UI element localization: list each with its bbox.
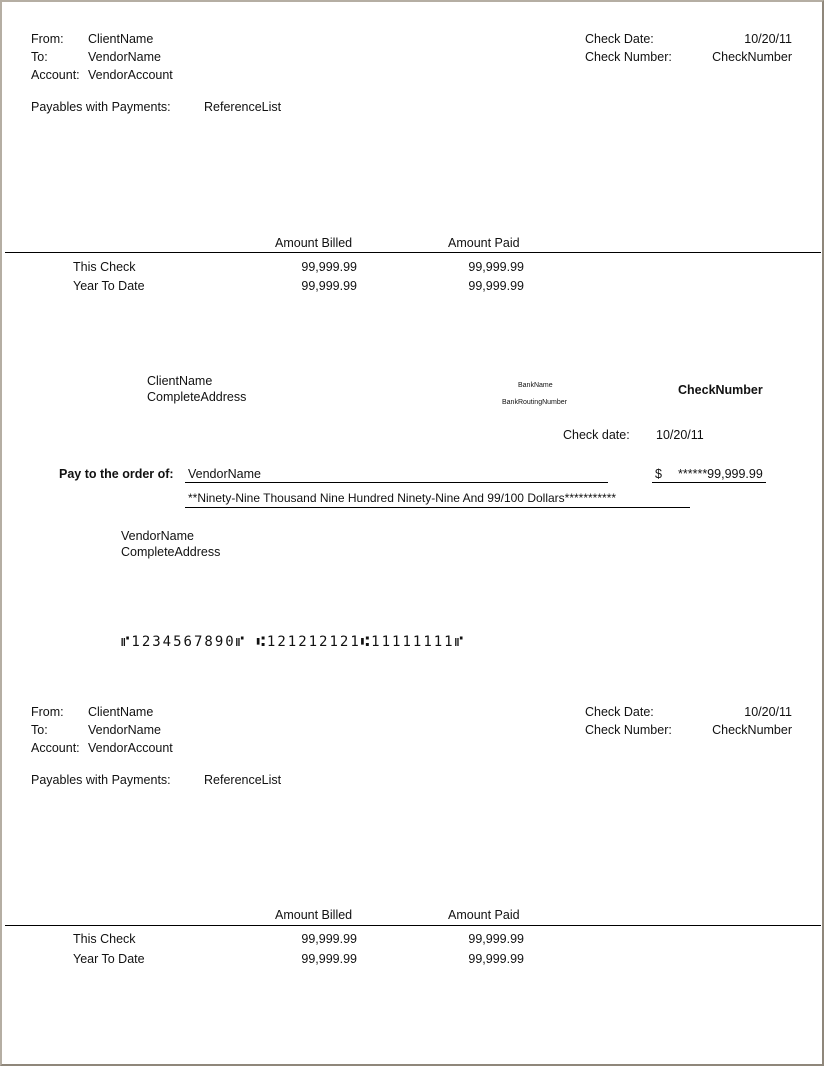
check-number-value: CheckNumber xyxy=(712,50,792,64)
to-value: VendorName xyxy=(88,723,161,737)
row-billed: 99,999.99 xyxy=(301,932,357,946)
vendor-name: VendorName xyxy=(121,529,194,543)
check-date-label: Check Date: xyxy=(585,32,654,46)
amount-underline xyxy=(652,482,766,483)
row-paid: 99,999.99 xyxy=(468,952,524,966)
account-value: VendorAccount xyxy=(88,68,173,82)
from-label: From: xyxy=(31,32,64,46)
vendor-address: CompleteAddress xyxy=(121,545,221,559)
payables-label: Payables with Payments: xyxy=(31,100,171,114)
col-header-paid: Amount Paid xyxy=(448,908,520,922)
client-name: ClientName xyxy=(147,374,213,388)
row-billed: 99,999.99 xyxy=(301,952,357,966)
payables-value: ReferenceList xyxy=(204,100,282,114)
check-number-label: Check Number: xyxy=(585,50,672,64)
bank-routing: BankRoutingNumber xyxy=(502,399,567,406)
table-divider xyxy=(5,925,821,926)
bank-name: BankName xyxy=(518,382,553,389)
micr-line: ⑈1234567890⑈ ⑆121212121⑆11111111⑈ xyxy=(121,634,466,650)
payables-label: Payables with Payments: xyxy=(31,773,171,787)
check-amount: ******99,999.99 xyxy=(678,467,763,481)
account-label: Account: xyxy=(31,741,80,755)
payables-value: ReferenceList xyxy=(204,773,282,787)
col-header-billed: Amount Billed xyxy=(275,236,353,250)
table-divider xyxy=(5,252,821,253)
check-date-value: 10/20/11 xyxy=(744,32,792,46)
from-value: ClientName xyxy=(88,32,154,46)
row-paid: 99,999.99 xyxy=(468,260,524,274)
check-number-label: Check Number: xyxy=(585,723,672,737)
check-date-value: 10/20/11 xyxy=(744,705,792,719)
from-value: ClientName xyxy=(88,705,154,719)
check-number-value: CheckNumber xyxy=(712,723,792,737)
from-label: From: xyxy=(31,705,64,719)
check-date-label: Check Date: xyxy=(585,705,654,719)
check-date-value: 10/20/11 xyxy=(656,428,704,442)
row-label: This Check xyxy=(73,260,136,274)
check-date-label: Check date: xyxy=(563,428,630,442)
pay-to-label: Pay to the order of: xyxy=(59,467,174,481)
row-paid: 99,999.99 xyxy=(468,279,524,293)
payee-underline xyxy=(185,482,608,483)
row-paid: 99,999.99 xyxy=(468,932,524,946)
row-label: This Check xyxy=(73,932,136,946)
account-value: VendorAccount xyxy=(88,741,173,755)
row-label: Year To Date xyxy=(73,279,145,293)
to-label: To: xyxy=(31,723,48,737)
row-billed: 99,999.99 xyxy=(301,260,357,274)
currency-symbol: $ xyxy=(655,467,662,481)
col-header-billed: Amount Billed xyxy=(275,908,353,922)
check-number: CheckNumber xyxy=(678,383,763,397)
words-underline xyxy=(185,507,690,508)
row-billed: 99,999.99 xyxy=(301,279,357,293)
to-label: To: xyxy=(31,50,48,64)
payee-name: VendorName xyxy=(188,467,261,481)
row-label: Year To Date xyxy=(73,952,145,966)
account-label: Account: xyxy=(31,68,80,82)
client-address: CompleteAddress xyxy=(147,390,247,404)
to-value: VendorName xyxy=(88,50,161,64)
amount-in-words: **Ninety-Nine Thousand Nine Hundred Ninety-Nine And 99/100 Dollars*********** xyxy=(188,491,617,505)
col-header-paid: Amount Paid xyxy=(448,236,520,250)
